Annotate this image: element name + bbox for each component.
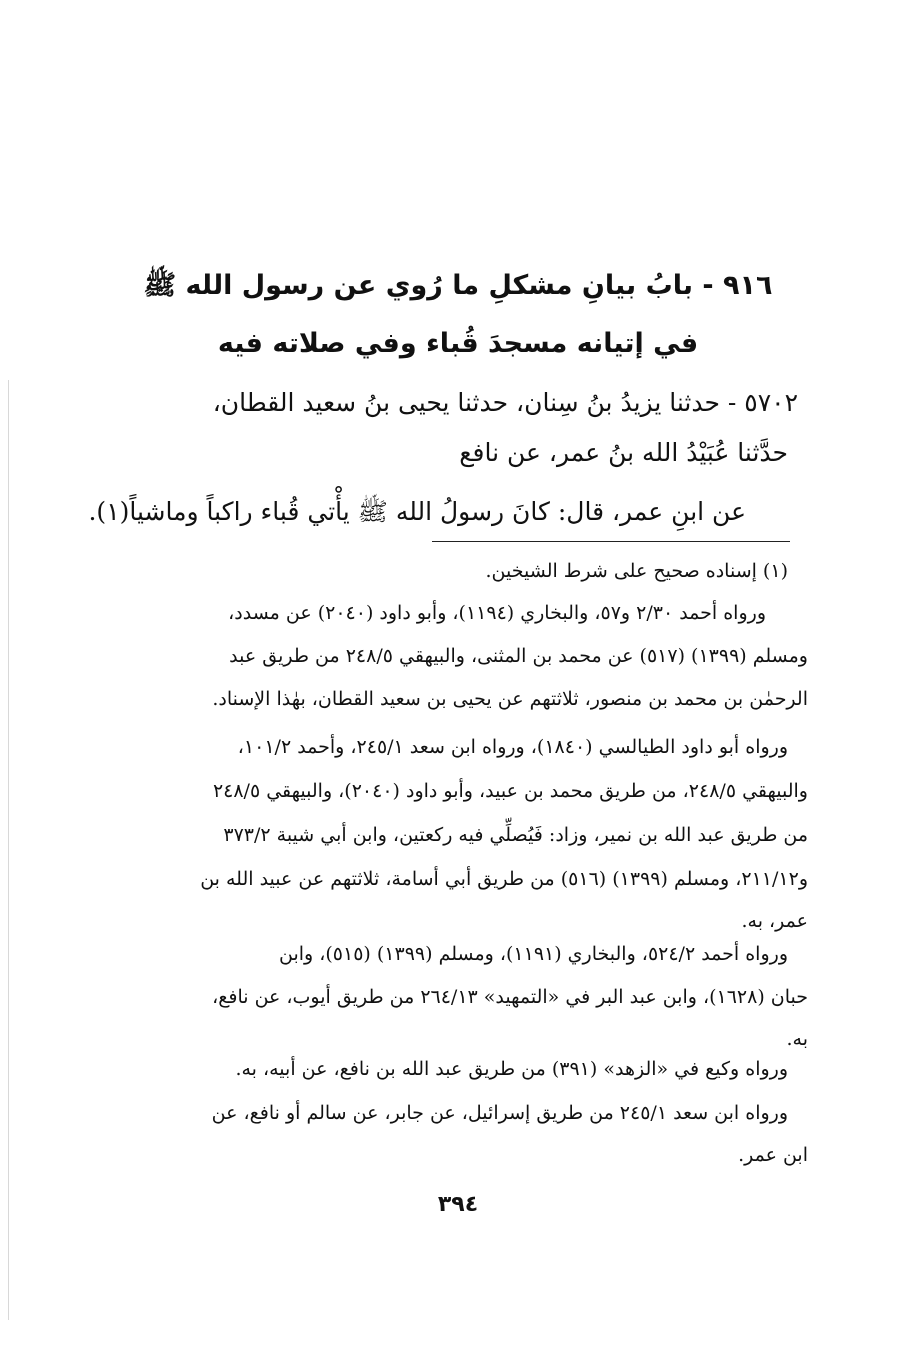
footnote-line: ومسلم (١٣٩٩) (٥١٧) عن محمد بن المثنى، والبيهقي ٢٤٨/٥ من طريق عبد xyxy=(229,645,808,667)
footnote-line: ورواه وكيع في «الزهد» (٣٩١) من طريق عبد الله بن نافع، عن أبيه، به. xyxy=(235,1058,788,1080)
footnote-line: ورواه أبو داود الطيالسي (١٨٤٠)، ورواه ابن سعد ٢٤٥/١، وأحمد ١٠١/٢، xyxy=(237,736,788,758)
footnote-line: والبيهقي ٢٤٨/٥، من طريق محمد بن عبيد، وأبو داود (٢٠٤٠)، والبيهقي ٢٤٨/٥ xyxy=(212,780,808,802)
hadith-isnad-line-2: حدَّثنا عُبَيْدُ الله بنُ عمر، عن نافع xyxy=(459,438,788,467)
footnote-line: ابن عمر. xyxy=(738,1144,808,1166)
footnote-line: ورواه أحمد ٢/٣٠ و٥٧، والبخاري (١١٩٤)، وأبو داود (٢٠٤٠) عن مسدد، xyxy=(228,602,766,624)
hadith-isnad-line-1: ٥٧٠٢ - حدثنا يزيدُ بنُ سِنان، حدثنا يحيى بنُ سعيد القطان، xyxy=(212,388,798,417)
page-number: ٣٩٤ xyxy=(437,1192,479,1217)
chapter-title-line-2: في إتيانه مسجدَ قُباء وفي صلاته فيه xyxy=(217,328,699,359)
footnote-line: حبان (١٦٢٨)، وابن عبد البر في «التمهيد» ٢٦٤/١٣ من طريق أيوب، عن نافع، xyxy=(212,986,808,1008)
footnote-line: الرحمٰن بن محمد بن منصور، ثلاثتهم عن يحيى بن سعيد القطان، بهٰذا الإسناد. xyxy=(212,688,808,710)
chapter-title-line-1: ٩١٦ - بابُ بيانِ مشكلِ ما رُوي عن رسول الله ﷺ xyxy=(143,270,773,301)
footnote-line: من طريق عبد الله بن نمير، وزاد: فَيُصلِّي فيه ركعتين، وابن أبي شيبة ٣٧٣/٢ xyxy=(223,824,808,846)
footnote-line: ورواه ابن سعد ٢٤٥/١ من طريق إسرائيل، عن جابر، عن سالم أو نافع، عن xyxy=(211,1102,788,1124)
footnote-separator xyxy=(432,541,790,542)
footnote-line: به. xyxy=(786,1028,808,1050)
footnote-line: ورواه أحمد ٥٢٤/٢، والبخاري (١١٩١)، ومسلم (١٣٩٩) (٥١٥)، وابن xyxy=(279,943,788,965)
footnote-line: (١) إسناده صحيح على شرط الشيخين. xyxy=(485,560,788,582)
hadith-matn-line: عن ابنِ عمر، قال: كانَ رسولُ الله ﷺ يأْتي قُباء راكباً وماشياً(١). xyxy=(88,497,746,526)
footnote-line: عمر، به. xyxy=(741,910,808,932)
footnote-line: و٢١١/١٢، ومسلم (١٣٩٩) (٥١٦) من طريق أبي أسامة، ثلاثتهم عن عبيد الله بن xyxy=(200,868,808,890)
